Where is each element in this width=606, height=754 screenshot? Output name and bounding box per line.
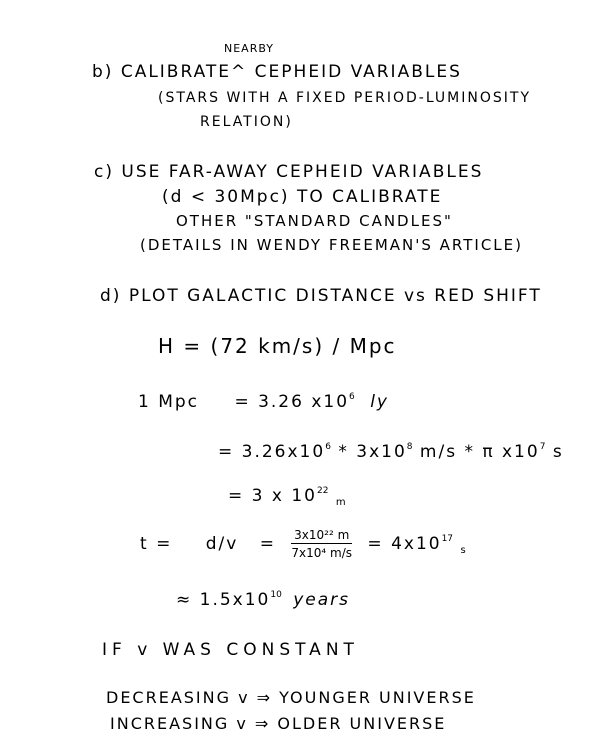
mpc-row-1 [138,392,389,412]
mpc-exp2-a: 6 [325,442,331,452]
hubble-constant: H = (72 km/s) / Mpc [158,334,397,358]
approx-value: ≈ 1.5x10 [176,590,271,610]
fraction-numerator: 3x10²² m [291,528,352,544]
mpc-eq1: = 3.26 x10 [234,392,350,412]
section-b-line1: b) CALIBRATE^ CEPHEID VARIABLES [92,62,462,82]
mpc-eq2-c: m/s * π x10 [419,442,540,462]
mpc-label: 1 Mpc [138,392,200,412]
age-approx [176,590,350,610]
mpc-exp2-b: 8 [406,442,413,452]
t-dv: d/v [205,534,239,554]
section-c-line2: (d < 30Mpc) TO CALIBRATE [162,187,443,207]
section-b-line2: (STARS WITH A FIXED PERIOD-LUMINOSITY [158,90,531,106]
mpc-exp1: 6 [349,392,355,402]
mpc-row-3 [228,486,346,506]
conclusion-line2: DECREASING v ⇒ YOUNGER UNIVERSE [106,688,476,707]
mpc-eq2-d: s [552,442,564,462]
age-equation [140,528,466,560]
mpc-exp2-c: 7 [539,442,546,452]
section-c-line3: OTHER "STANDARD CANDLES" [176,212,453,230]
mpc-eq2-a: = 3.26x10 [218,442,326,462]
mpc-eq2-b: * 3x10 [338,442,407,462]
t-unit: s [460,545,466,556]
t-label: t = [140,534,173,554]
mpc-eq3: = 3 x 10 [228,486,317,506]
section-c-line4: (DETAILS IN WENDY FREEMAN'S ARTICLE) [140,236,523,254]
section-b-line3: RELATION) [200,114,293,130]
mpc-exp3: 22 [316,486,329,496]
mpc-unit3: m [335,497,346,508]
age-fraction [291,528,352,560]
fraction-denominator: 7x10⁴ m/s [291,546,353,560]
t-eq: = [259,534,276,554]
approx-unit: years [293,590,351,610]
conclusion-line3: INCREASING v ⇒ OLDER UNIVERSE [110,714,447,733]
section-c-line1: c) USE FAR-AWAY CEPHEID VARIABLES [94,162,484,182]
section-d-line1: d) PLOT GALACTIC DISTANCE vs RED SHIFT [100,286,542,306]
mpc-unit1: ly [370,392,389,412]
mpc-row-2 [218,442,564,462]
approx-exp: 10 [270,590,282,600]
insert-nearby: NEARBY [224,42,275,55]
conclusion-line1: IF v WAS CONSTANT [102,640,359,660]
t-result: = 4x10 [367,534,442,554]
t-exp: 17 [441,534,454,544]
